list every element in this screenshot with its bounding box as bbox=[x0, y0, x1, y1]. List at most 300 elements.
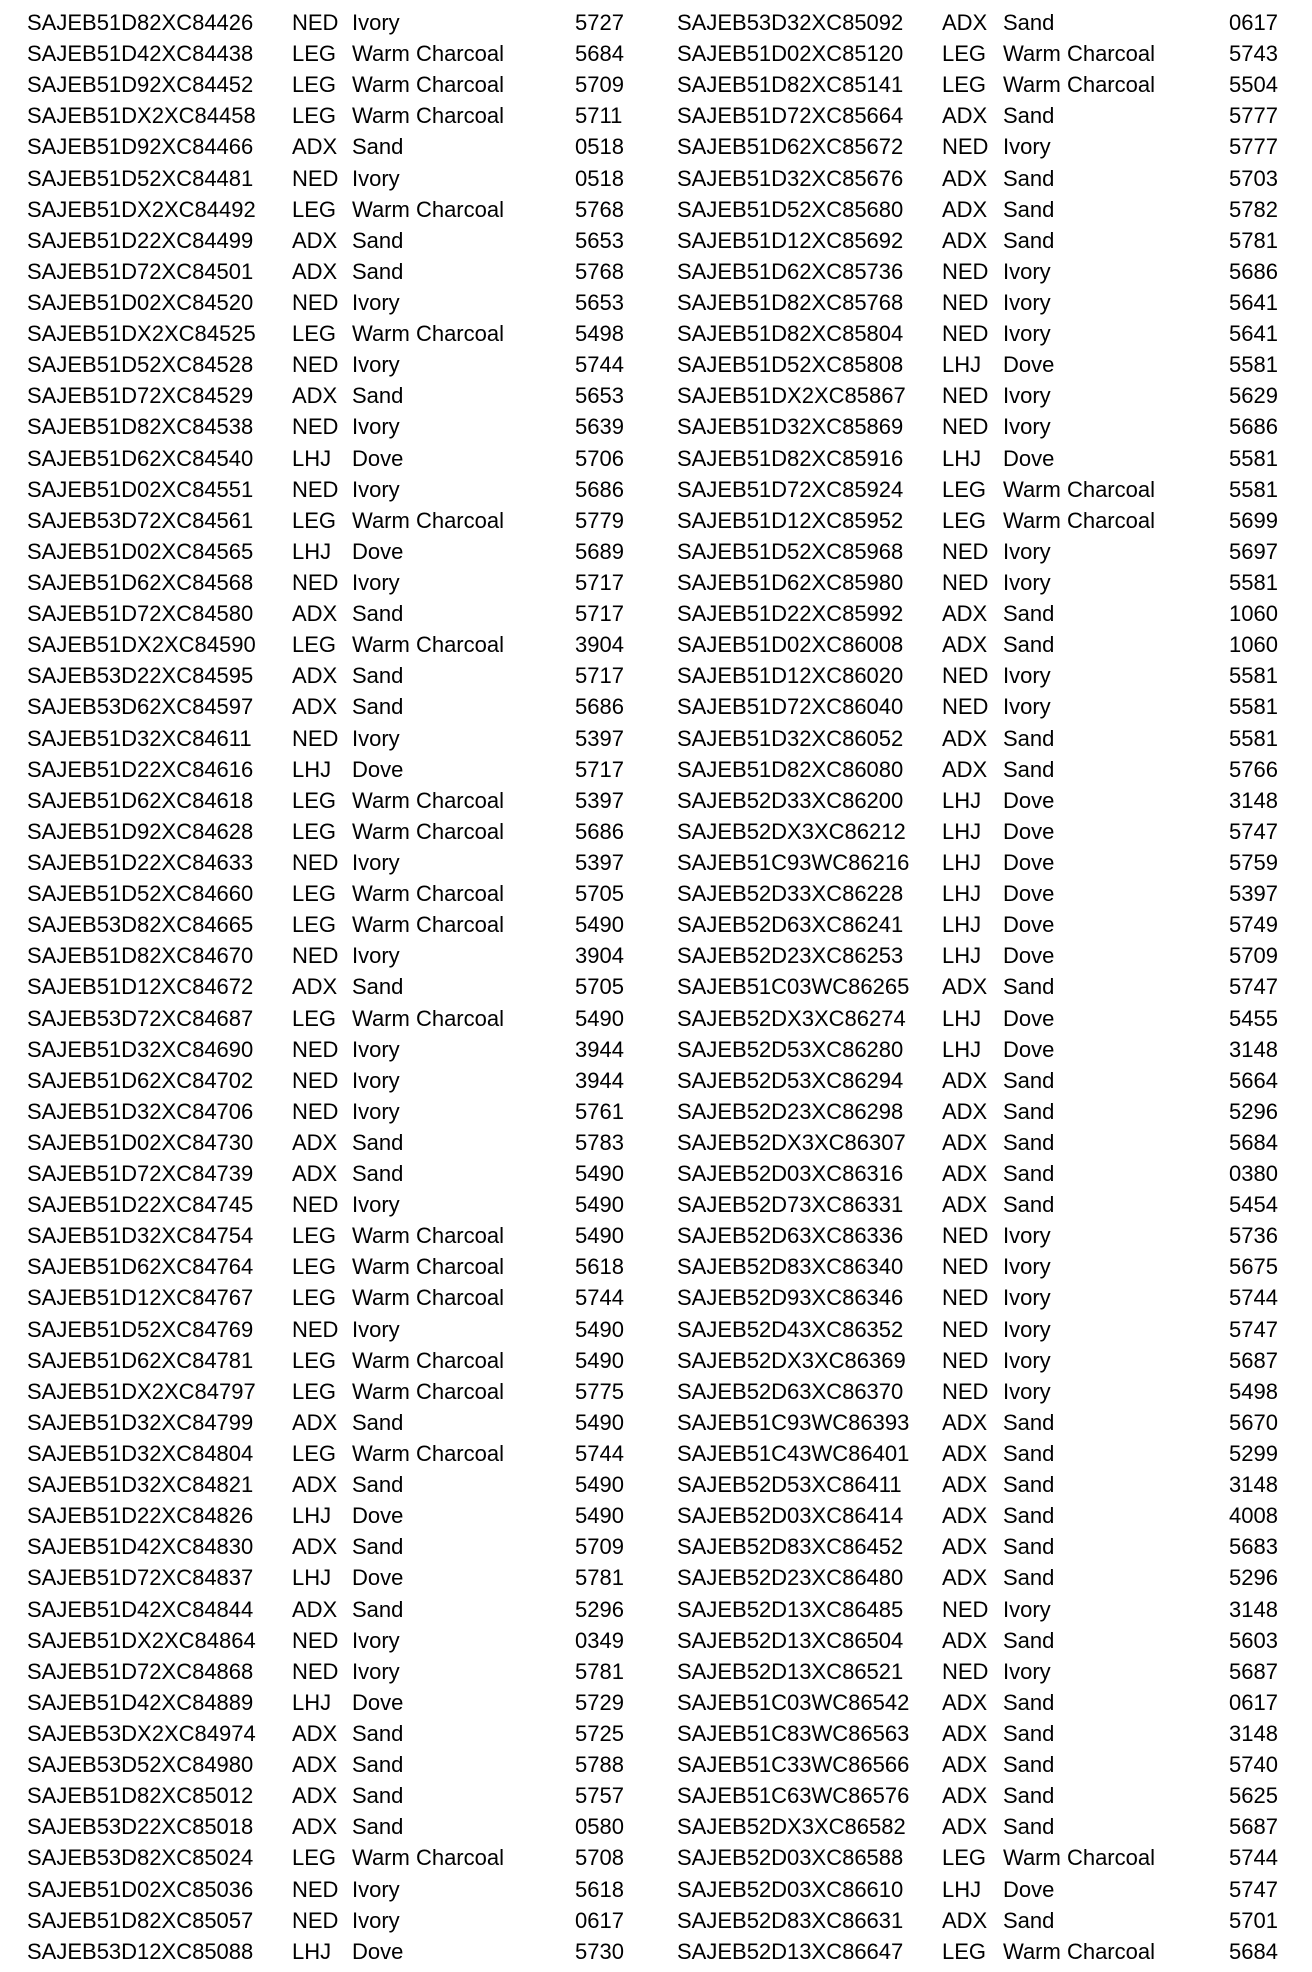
trim-code-text: ADX bbox=[292, 601, 338, 627]
number-text: 5490 bbox=[575, 1316, 624, 1342]
color-name-text: Dove bbox=[1003, 943, 1055, 969]
trim-code-text: LHJ bbox=[942, 352, 982, 378]
list-item bbox=[27, 754, 657, 785]
vin-text: SAJEB53DX2XC84974 bbox=[27, 1721, 256, 1747]
number-text: 3904 bbox=[575, 943, 624, 969]
color-name-text: Dove bbox=[352, 756, 404, 782]
list-item bbox=[27, 1625, 657, 1656]
list-item bbox=[677, 1282, 1307, 1313]
list-item bbox=[677, 443, 1307, 474]
vin-text: SAJEB51D62XC85980 bbox=[677, 569, 904, 595]
list-item bbox=[27, 1189, 657, 1220]
list-item bbox=[27, 723, 657, 754]
vin-text: SAJEB51DX2XC85867 bbox=[677, 383, 906, 409]
number-text: 0617 bbox=[575, 1907, 624, 1933]
vin-text: SAJEB52D83XC86340 bbox=[677, 1254, 904, 1280]
color-name-text: Dove bbox=[1003, 912, 1055, 938]
number-text: 5664 bbox=[1229, 1067, 1278, 1093]
number-text: 5397 bbox=[575, 849, 624, 875]
color-name-text: Dove bbox=[352, 1565, 404, 1591]
trim-code-text: LEG bbox=[292, 787, 337, 813]
vin-text: SAJEB51D72XC84529 bbox=[27, 383, 254, 409]
list-item bbox=[27, 287, 657, 318]
color-name-text: Warm Charcoal bbox=[352, 1254, 504, 1280]
trim-code-text: ADX bbox=[942, 1161, 988, 1187]
number-text: 5747 bbox=[1229, 974, 1278, 1000]
list-item bbox=[27, 1096, 657, 1127]
list-item bbox=[677, 1158, 1307, 1189]
vin-text: SAJEB52D13XC86504 bbox=[677, 1627, 904, 1653]
left-column bbox=[27, 7, 657, 1967]
color-name-text: Dove bbox=[1003, 1036, 1055, 1062]
vin-text: SAJEB51D12XC85952 bbox=[677, 507, 904, 533]
vin-text: SAJEB51D82XC85916 bbox=[677, 445, 904, 471]
number-text: 5703 bbox=[1229, 165, 1278, 191]
vin-text: SAJEB51D62XC84702 bbox=[27, 1067, 254, 1093]
vin-text: SAJEB51D02XC84551 bbox=[27, 476, 254, 502]
vin-text: SAJEB51DX2XC84864 bbox=[27, 1627, 256, 1653]
vin-text: SAJEB52D63XC86370 bbox=[677, 1378, 904, 1404]
list-item bbox=[27, 1562, 657, 1593]
color-name-text: Sand bbox=[352, 694, 404, 720]
list-item bbox=[27, 1003, 657, 1034]
trim-code-text: NED bbox=[292, 849, 339, 875]
list-item bbox=[677, 785, 1307, 816]
list-item bbox=[677, 629, 1307, 660]
number-text: 5781 bbox=[575, 1565, 624, 1591]
color-name-text: Sand bbox=[352, 134, 404, 160]
color-name-text: Ivory bbox=[1003, 694, 1051, 720]
color-name-text: Warm Charcoal bbox=[352, 321, 504, 347]
trim-code-text: LHJ bbox=[942, 1036, 982, 1062]
trim-code-text: ADX bbox=[942, 103, 988, 129]
trim-code-text: LEG bbox=[292, 1845, 337, 1871]
color-name-text: Dove bbox=[352, 538, 404, 564]
trim-code-text: ADX bbox=[292, 1814, 338, 1840]
vin-text: SAJEB52D23XC86480 bbox=[677, 1565, 904, 1591]
vin-text: SAJEB51D82XC85057 bbox=[27, 1907, 254, 1933]
color-name-text: Sand bbox=[1003, 227, 1055, 253]
number-text: 5490 bbox=[575, 1161, 624, 1187]
trim-code-text: ADX bbox=[942, 1503, 988, 1529]
color-name-text: Ivory bbox=[1003, 663, 1051, 689]
trim-code-text: LEG bbox=[292, 196, 337, 222]
trim-code-text: LHJ bbox=[942, 943, 982, 969]
number-text: 5717 bbox=[575, 663, 624, 689]
trim-code-text: ADX bbox=[292, 383, 338, 409]
trim-code-text: ADX bbox=[292, 974, 338, 1000]
vin-text: SAJEB51D32XC85869 bbox=[677, 414, 904, 440]
color-name-text: Ivory bbox=[1003, 1378, 1051, 1404]
trim-code-text: ADX bbox=[292, 1721, 338, 1747]
trim-code-text: LEG bbox=[292, 1378, 337, 1404]
number-text: 5581 bbox=[1229, 352, 1278, 378]
color-name-text: Ivory bbox=[352, 1192, 400, 1218]
vin-text: SAJEB51D22XC84499 bbox=[27, 227, 254, 253]
color-name-text: Warm Charcoal bbox=[352, 1223, 504, 1249]
number-text: 3148 bbox=[1229, 1721, 1278, 1747]
list-item bbox=[27, 1345, 657, 1376]
list-item bbox=[677, 380, 1307, 411]
vin-text: SAJEB51DX2XC84492 bbox=[27, 196, 256, 222]
trim-code-text: LHJ bbox=[942, 881, 982, 907]
vin-text: SAJEB52DX3XC86582 bbox=[677, 1814, 906, 1840]
color-name-text: Sand bbox=[1003, 725, 1055, 751]
color-name-text: Ivory bbox=[1003, 1254, 1051, 1280]
color-name-text: Warm Charcoal bbox=[352, 41, 504, 67]
list-item bbox=[677, 7, 1307, 38]
right-column bbox=[677, 7, 1307, 1967]
list-item bbox=[27, 1811, 657, 1842]
list-item bbox=[677, 1003, 1307, 1034]
number-text: 5744 bbox=[1229, 1285, 1278, 1311]
number-text: 5629 bbox=[1229, 383, 1278, 409]
number-text: 5684 bbox=[575, 41, 624, 67]
list-item bbox=[677, 660, 1307, 691]
number-text: 5296 bbox=[1229, 1098, 1278, 1124]
trim-code-text: ADX bbox=[292, 694, 338, 720]
color-name-text: Ivory bbox=[1003, 1347, 1051, 1373]
number-text: 5744 bbox=[1229, 1845, 1278, 1871]
list-item bbox=[677, 691, 1307, 722]
number-text: 5618 bbox=[575, 1254, 624, 1280]
number-text: 5675 bbox=[1229, 1254, 1278, 1280]
color-name-text: Dove bbox=[352, 1689, 404, 1715]
list-item bbox=[27, 7, 657, 38]
color-name-text: Ivory bbox=[1003, 1285, 1051, 1311]
number-text: 5689 bbox=[575, 538, 624, 564]
vin-text: SAJEB51D62XC84764 bbox=[27, 1254, 254, 1280]
number-text: 5782 bbox=[1229, 196, 1278, 222]
number-text: 5743 bbox=[1229, 41, 1278, 67]
number-text: 5706 bbox=[575, 445, 624, 471]
number-text: 5641 bbox=[1229, 289, 1278, 315]
number-text: 5709 bbox=[575, 72, 624, 98]
vin-text: SAJEB52D03XC86588 bbox=[677, 1845, 904, 1871]
list-item bbox=[27, 1780, 657, 1811]
vin-text: SAJEB52D03XC86316 bbox=[677, 1161, 904, 1187]
number-text: 0617 bbox=[1229, 1689, 1278, 1715]
number-text: 5730 bbox=[575, 1938, 624, 1964]
number-text: 3944 bbox=[575, 1067, 624, 1093]
number-text: 5749 bbox=[1229, 912, 1278, 938]
trim-code-text: ADX bbox=[292, 227, 338, 253]
vin-text: SAJEB52D23XC86298 bbox=[677, 1098, 904, 1124]
vin-text: SAJEB51D82XC84426 bbox=[27, 10, 254, 35]
vehicle-list-page bbox=[0, 7, 1312, 1967]
vin-text: SAJEB51D72XC85664 bbox=[677, 103, 904, 129]
color-name-text: Sand bbox=[1003, 1161, 1055, 1187]
vin-text: SAJEB53D12XC85088 bbox=[27, 1938, 254, 1964]
number-text: 5683 bbox=[1229, 1534, 1278, 1560]
color-name-text: Sand bbox=[1003, 1752, 1055, 1778]
trim-code-text: LHJ bbox=[942, 912, 982, 938]
list-item bbox=[27, 194, 657, 225]
trim-code-text: LEG bbox=[292, 41, 337, 67]
number-text: 5498 bbox=[1229, 1378, 1278, 1404]
color-name-text: Dove bbox=[1003, 881, 1055, 907]
vin-text: SAJEB51D82XC86080 bbox=[677, 756, 904, 782]
trim-code-text: NED bbox=[292, 1036, 339, 1062]
list-item bbox=[27, 1251, 657, 1282]
trim-code-text: NED bbox=[942, 1254, 989, 1280]
trim-code-text: NED bbox=[942, 414, 989, 440]
vin-text: SAJEB51D22XC84745 bbox=[27, 1192, 254, 1218]
vin-text: SAJEB52D23XC86253 bbox=[677, 943, 904, 969]
list-item bbox=[27, 505, 657, 536]
vin-text: SAJEB53D72XC84687 bbox=[27, 1005, 254, 1031]
trim-code-text: NED bbox=[942, 1347, 989, 1373]
number-text: 5747 bbox=[1229, 1316, 1278, 1342]
vin-text: SAJEB51D52XC84481 bbox=[27, 165, 254, 191]
color-name-text: Sand bbox=[1003, 1409, 1055, 1435]
list-item bbox=[27, 940, 657, 971]
number-text: 3944 bbox=[575, 1036, 624, 1062]
color-name-text: Sand bbox=[1003, 1814, 1055, 1840]
color-name-text: Dove bbox=[352, 1503, 404, 1529]
list-item bbox=[27, 1469, 657, 1500]
color-name-text: Ivory bbox=[352, 849, 400, 875]
trim-code-text: LHJ bbox=[942, 1005, 982, 1031]
list-item bbox=[27, 567, 657, 598]
list-item bbox=[27, 380, 657, 411]
list-item bbox=[677, 1749, 1307, 1780]
vin-text: SAJEB51D02XC85120 bbox=[677, 41, 904, 67]
vin-text: SAJEB51D12XC84672 bbox=[27, 974, 254, 1000]
color-name-text: Ivory bbox=[352, 1098, 400, 1124]
trim-code-text: ADX bbox=[942, 1689, 988, 1715]
list-item bbox=[677, 225, 1307, 256]
color-name-text: Sand bbox=[1003, 1098, 1055, 1124]
number-text: 5581 bbox=[1229, 445, 1278, 471]
color-name-text: Ivory bbox=[1003, 414, 1051, 440]
list-item bbox=[27, 971, 657, 1002]
number-text: 5747 bbox=[1229, 1876, 1278, 1902]
number-text: 5705 bbox=[575, 974, 624, 1000]
trim-code-text: LEG bbox=[942, 72, 987, 98]
vin-text: SAJEB52D93XC86346 bbox=[677, 1285, 904, 1311]
list-item bbox=[677, 1407, 1307, 1438]
color-name-text: Ivory bbox=[352, 10, 400, 35]
list-item bbox=[27, 1531, 657, 1562]
trim-code-text: ADX bbox=[942, 1067, 988, 1093]
list-item bbox=[27, 256, 657, 287]
vin-text: SAJEB51D82XC84670 bbox=[27, 943, 254, 969]
number-text: 5639 bbox=[575, 414, 624, 440]
number-text: 5687 bbox=[1229, 1814, 1278, 1840]
vin-text: SAJEB52D63XC86336 bbox=[677, 1223, 904, 1249]
list-item bbox=[677, 163, 1307, 194]
vin-text: SAJEB52D83XC86452 bbox=[677, 1534, 904, 1560]
number-text: 5768 bbox=[575, 258, 624, 284]
color-name-text: Sand bbox=[1003, 196, 1055, 222]
color-name-text: Ivory bbox=[1003, 1658, 1051, 1684]
color-name-text: Ivory bbox=[352, 1907, 400, 1933]
color-name-text: Ivory bbox=[1003, 258, 1051, 284]
vin-text: SAJEB51C93WC86216 bbox=[677, 849, 910, 875]
number-text: 5747 bbox=[1229, 818, 1278, 844]
list-item bbox=[27, 1438, 657, 1469]
trim-code-text: NED bbox=[942, 663, 989, 689]
trim-code-text: LHJ bbox=[942, 818, 982, 844]
number-text: 5490 bbox=[575, 1409, 624, 1435]
number-text: 5744 bbox=[575, 1441, 624, 1467]
number-text: 5744 bbox=[575, 1285, 624, 1311]
trim-code-text: LHJ bbox=[292, 538, 332, 564]
color-name-text: Warm Charcoal bbox=[352, 1285, 504, 1311]
list-item bbox=[27, 536, 657, 567]
list-item bbox=[27, 1407, 657, 1438]
color-name-text: Warm Charcoal bbox=[352, 1378, 504, 1404]
number-text: 5397 bbox=[575, 725, 624, 751]
trim-code-text: ADX bbox=[292, 1409, 338, 1435]
number-text: 5687 bbox=[1229, 1658, 1278, 1684]
number-text: 5653 bbox=[575, 383, 624, 409]
trim-code-text: ADX bbox=[942, 1752, 988, 1778]
list-item bbox=[677, 567, 1307, 598]
trim-code-text: LHJ bbox=[942, 445, 982, 471]
trim-code-text: ADX bbox=[942, 1192, 988, 1218]
list-item bbox=[677, 1936, 1307, 1967]
trim-code-text: ADX bbox=[292, 134, 338, 160]
list-item bbox=[27, 318, 657, 349]
number-text: 5299 bbox=[1229, 1441, 1278, 1467]
trim-code-text: NED bbox=[942, 1285, 989, 1311]
color-name-text: Warm Charcoal bbox=[352, 1845, 504, 1871]
trim-code-text: NED bbox=[292, 1098, 339, 1124]
list-item bbox=[27, 1656, 657, 1687]
color-name-text: Ivory bbox=[352, 569, 400, 595]
vin-text: SAJEB53D52XC84980 bbox=[27, 1752, 254, 1778]
trim-code-text: ADX bbox=[292, 1752, 338, 1778]
trim-code-text: LHJ bbox=[292, 1689, 332, 1715]
list-item bbox=[677, 411, 1307, 442]
list-item bbox=[27, 100, 657, 131]
color-name-text: Warm Charcoal bbox=[1003, 1938, 1155, 1964]
list-item bbox=[27, 629, 657, 660]
color-name-text: Ivory bbox=[352, 414, 400, 440]
vin-text: SAJEB51D62XC85736 bbox=[677, 258, 904, 284]
trim-code-text: LHJ bbox=[292, 445, 332, 471]
color-name-text: Sand bbox=[352, 1596, 404, 1622]
number-text: 5670 bbox=[1229, 1409, 1278, 1435]
trim-code-text: NED bbox=[942, 1658, 989, 1684]
list-item bbox=[27, 163, 657, 194]
number-text: 5744 bbox=[575, 352, 624, 378]
number-text: 5581 bbox=[1229, 663, 1278, 689]
list-item bbox=[677, 1905, 1307, 1936]
list-item bbox=[27, 38, 657, 69]
list-item bbox=[27, 1749, 657, 1780]
color-name-text: Ivory bbox=[352, 289, 400, 315]
number-text: 5490 bbox=[575, 1192, 624, 1218]
vin-text: SAJEB53D62XC84597 bbox=[27, 694, 254, 720]
list-item bbox=[27, 909, 657, 940]
list-item bbox=[677, 754, 1307, 785]
list-item bbox=[677, 131, 1307, 162]
trim-code-text: ADX bbox=[292, 663, 338, 689]
vin-text: SAJEB51DX2XC84590 bbox=[27, 632, 256, 658]
list-item bbox=[27, 1220, 657, 1251]
number-text: 5725 bbox=[575, 1721, 624, 1747]
number-text: 5709 bbox=[575, 1534, 624, 1560]
vin-text: SAJEB51D62XC84540 bbox=[27, 445, 254, 471]
color-name-text: Warm Charcoal bbox=[352, 196, 504, 222]
list-item bbox=[27, 1282, 657, 1313]
trim-code-text: LHJ bbox=[942, 849, 982, 875]
trim-code-text: LEG bbox=[292, 1441, 337, 1467]
vin-text: SAJEB51D92XC84628 bbox=[27, 818, 254, 844]
list-item bbox=[677, 940, 1307, 971]
number-text: 5684 bbox=[1229, 1938, 1278, 1964]
trim-code-text: ADX bbox=[942, 196, 988, 222]
trim-code-text: LHJ bbox=[292, 756, 332, 782]
trim-code-text: ADX bbox=[942, 1098, 988, 1124]
color-name-text: Sand bbox=[1003, 10, 1055, 35]
trim-code-text: NED bbox=[292, 1627, 339, 1653]
vin-text: SAJEB52D13XC86485 bbox=[677, 1596, 904, 1622]
color-name-text: Warm Charcoal bbox=[1003, 1845, 1155, 1871]
color-name-text: Dove bbox=[352, 1938, 404, 1964]
color-name-text: Sand bbox=[1003, 601, 1055, 627]
trim-code-text: NED bbox=[292, 725, 339, 751]
number-text: 5455 bbox=[1229, 1005, 1278, 1031]
color-name-text: Sand bbox=[352, 1129, 404, 1155]
number-text: 5490 bbox=[575, 912, 624, 938]
trim-code-text: LEG bbox=[292, 321, 337, 347]
trim-code-text: NED bbox=[942, 289, 989, 315]
list-item bbox=[27, 1718, 657, 1749]
color-name-text: Dove bbox=[352, 445, 404, 471]
list-item bbox=[27, 847, 657, 878]
vin-text: SAJEB51D22XC84616 bbox=[27, 756, 254, 782]
list-item bbox=[677, 1500, 1307, 1531]
color-name-text: Sand bbox=[1003, 1534, 1055, 1560]
list-item bbox=[27, 660, 657, 691]
trim-code-text: ADX bbox=[942, 725, 988, 751]
number-text: 5699 bbox=[1229, 507, 1278, 533]
trim-code-text: NED bbox=[292, 10, 339, 35]
list-item bbox=[677, 1096, 1307, 1127]
color-name-text: Warm Charcoal bbox=[352, 1005, 504, 1031]
vin-text: SAJEB51D32XC84821 bbox=[27, 1472, 254, 1498]
vin-text: SAJEB51D62XC84781 bbox=[27, 1347, 254, 1373]
trim-code-text: ADX bbox=[292, 258, 338, 284]
vin-text: SAJEB51D42XC84438 bbox=[27, 41, 254, 67]
vin-text: SAJEB51D72XC85924 bbox=[677, 476, 904, 502]
color-name-text: Sand bbox=[1003, 974, 1055, 1000]
list-item bbox=[27, 69, 657, 100]
color-name-text: Ivory bbox=[352, 1036, 400, 1062]
number-text: 5581 bbox=[1229, 476, 1278, 502]
color-name-text: Sand bbox=[1003, 1192, 1055, 1218]
color-name-text: Warm Charcoal bbox=[352, 1441, 504, 1467]
color-name-text: Dove bbox=[1003, 849, 1055, 875]
vin-text: SAJEB51D92XC84452 bbox=[27, 72, 254, 98]
list-item bbox=[27, 1500, 657, 1531]
list-item bbox=[677, 816, 1307, 847]
list-item bbox=[677, 1594, 1307, 1625]
vin-text: SAJEB51D32XC84690 bbox=[27, 1036, 254, 1062]
vin-text: SAJEB52D03XC86414 bbox=[677, 1503, 904, 1529]
vin-text: SAJEB51C03WC86542 bbox=[677, 1689, 910, 1715]
vin-text: SAJEB51D82XC85141 bbox=[677, 72, 904, 98]
number-text: 5397 bbox=[575, 787, 624, 813]
color-name-text: Ivory bbox=[352, 725, 400, 751]
number-text: 5296 bbox=[575, 1596, 624, 1622]
list-item bbox=[677, 971, 1307, 1002]
trim-code-text: ADX bbox=[292, 1129, 338, 1155]
